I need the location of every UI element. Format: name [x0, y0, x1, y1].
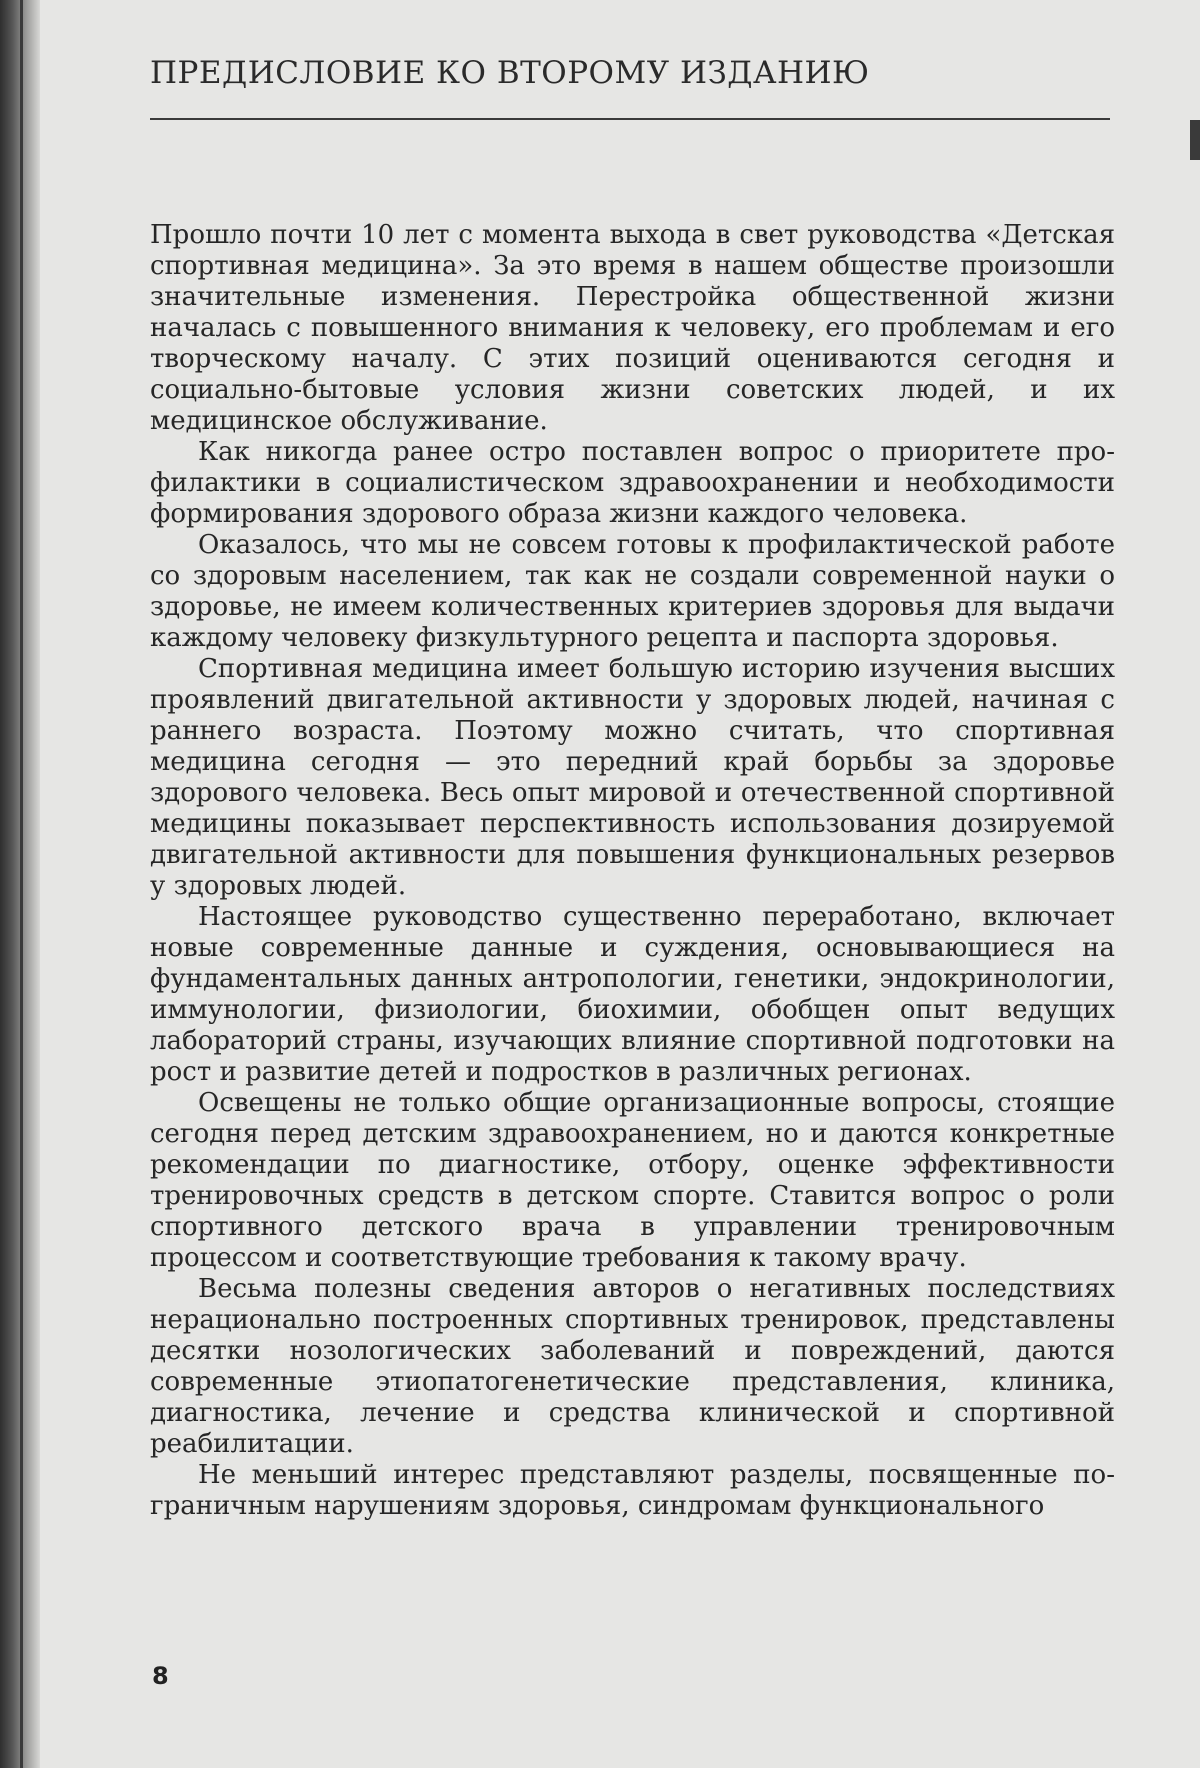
running-head: ПРЕДИСЛОВИЕ КО ВТОРОМУ ИЗДАНИЮ: [150, 55, 870, 91]
paragraph: Весьма полезны сведения авторов о негативных последствиях нерационально построенных спортивных тренировок, представлены десятки нозологических заболеваний и повреждений, даются современные этиопатогенетические представления, клиника, диагностика, лечение и средства клинической и спортивной реабилитации.: [150, 1274, 1115, 1459]
paragraph: Спортивная медицина имеет большую историю изучения высших проявлений двигательной активности у здоровых людей, начиная с раннего возраста. Поэтому можно считать, что спортивная медицина сегодня — это передний край борьбы за здоровье здорового человека. Весь опыт мировой и отечественной спортивной медицины показывает перспективность использования дозируемой двигательной активности для повышения функциональных резервов у здоровых людей.: [150, 654, 1115, 901]
paragraph: Как никогда ранее остро поставлен вопрос о приоритете профилактики в социалистическом здравоохранении и необходимости формирования здорового образа жизни каждого человека.: [150, 437, 1115, 529]
paragraph: Оказалось, что мы не совсем готовы к профилактической работе со здоровым населением, так как не создали современной науки о здоровье, не имеем количественных критериев здоровья для выдачи каждому человеку физкультурного рецепта и паспорта здоровья.: [150, 530, 1115, 653]
paragraph: Прошло почти 10 лет с момента выхода в свет руководства «Детская спортивная медицина». За это время в нашем обществе произошли значительные изменения. Перестройка общественной жизни началась с повышенного внимания к человеку, его проблемам и его творческому началу. С этих позиций оцениваются сегодня и социально-бытовые условия жизни советских людей, и их медицинское обслуживание.: [150, 220, 1115, 436]
header-rule: [150, 118, 1110, 120]
body-text: [150, 220, 1115, 1522]
paragraph: Не меньший интерес представляют разделы, посвященные пограничным нарушениям здоровья, синдромам функционального: [150, 1460, 1115, 1521]
page-edge-mark: [1190, 120, 1200, 160]
book-spine-shadow: [0, 0, 40, 1768]
page-number: 8: [152, 1662, 169, 1690]
paragraph: Настоящее руководство существенно переработано, включает новые современные данные и суждения, основывающиеся на фундаментальных данных антропологии, генетики, эндокринологии, иммунологии, физиологии, биохимии, обобщен опыт ведущих лабораторий страны, изучающих влияние спортивной подготовки на рост и развитие детей и подростков в различных регионах.: [150, 902, 1115, 1087]
paragraph: Освещены не только общие организационные вопросы, стоящие сегодня перед детским здравоохранением, но и даются конкретные рекомендации по диагностике, отбору, оценке эффективности тренировочных средств в детском спорте. Ставится вопрос о роли спортивного детского врача в управлении тренировочным процессом и соответствующие требования к такому врачу.: [150, 1088, 1115, 1273]
